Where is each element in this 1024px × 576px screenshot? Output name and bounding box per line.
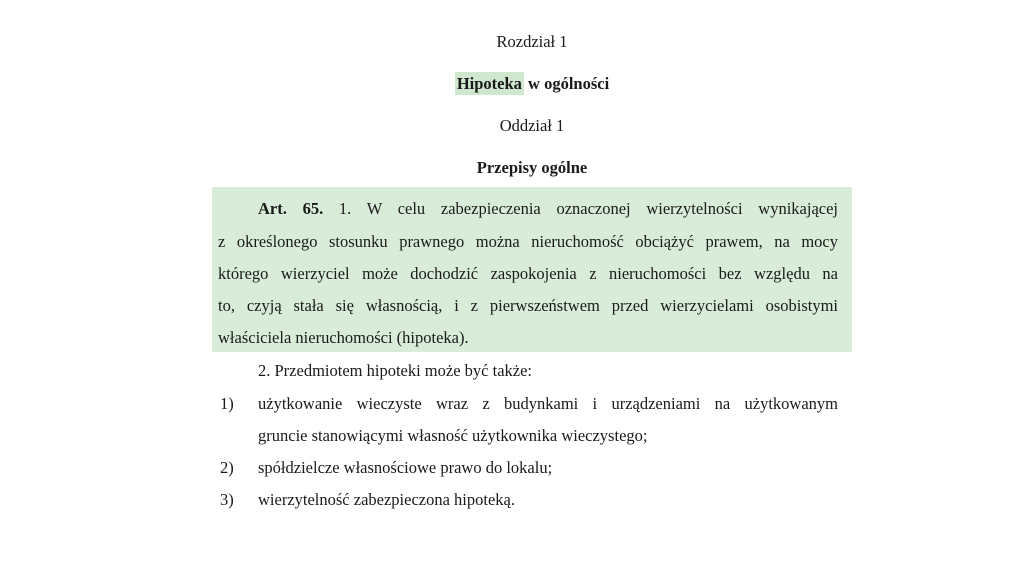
article-line-1: Art. 65. 1. W celu zabezpieczenia oznaczonej wierzytelności wynikającej [258,199,838,218]
chapter-title [212,74,852,94]
article-label: Art. 65. [258,199,324,218]
article-line-4: to, czyją stała się własnością, i z pierwszeństwem przed wierzycielami osobistymi [218,296,838,315]
chapter-title-rest: w ogólności [523,74,610,93]
list-item-line: spółdzielcze własnościowe prawo do lokalu; [258,458,553,477]
list-item-number: 3) [220,490,234,509]
article-line-2: z określonego stosunku prawnego można nieruchomość obciążyć prawem, na mocy [218,232,838,251]
article-line-5: właściciela nieruchomości (hipoteka). [218,328,469,347]
document-page [212,0,852,576]
list-item-line: gruncie stanowiącymi własność użytkownika wieczystego; [258,426,648,445]
list-item-line: wierzytelność zabezpieczona hipoteką. [258,490,515,509]
list-item-line: użytkowanie wieczyste wraz z budynkami i urządzeniami na użytkowanym [258,394,838,413]
highlighted-term: Hipoteka [456,74,522,93]
section-heading: Przepisy ogólne [476,158,588,177]
list-item-number: 2) [220,458,234,477]
division-heading: Oddział 1 [499,116,565,135]
list-item-number: 1) [220,394,234,413]
paragraph-2: 2. Przedmiotem hipoteki może być także: [258,361,532,380]
article-line-3: którego wierzyciel może dochodzić zaspokojenia z nieruchomości bez względu na [218,264,838,283]
chapter-heading: Rozdział 1 [496,32,568,51]
